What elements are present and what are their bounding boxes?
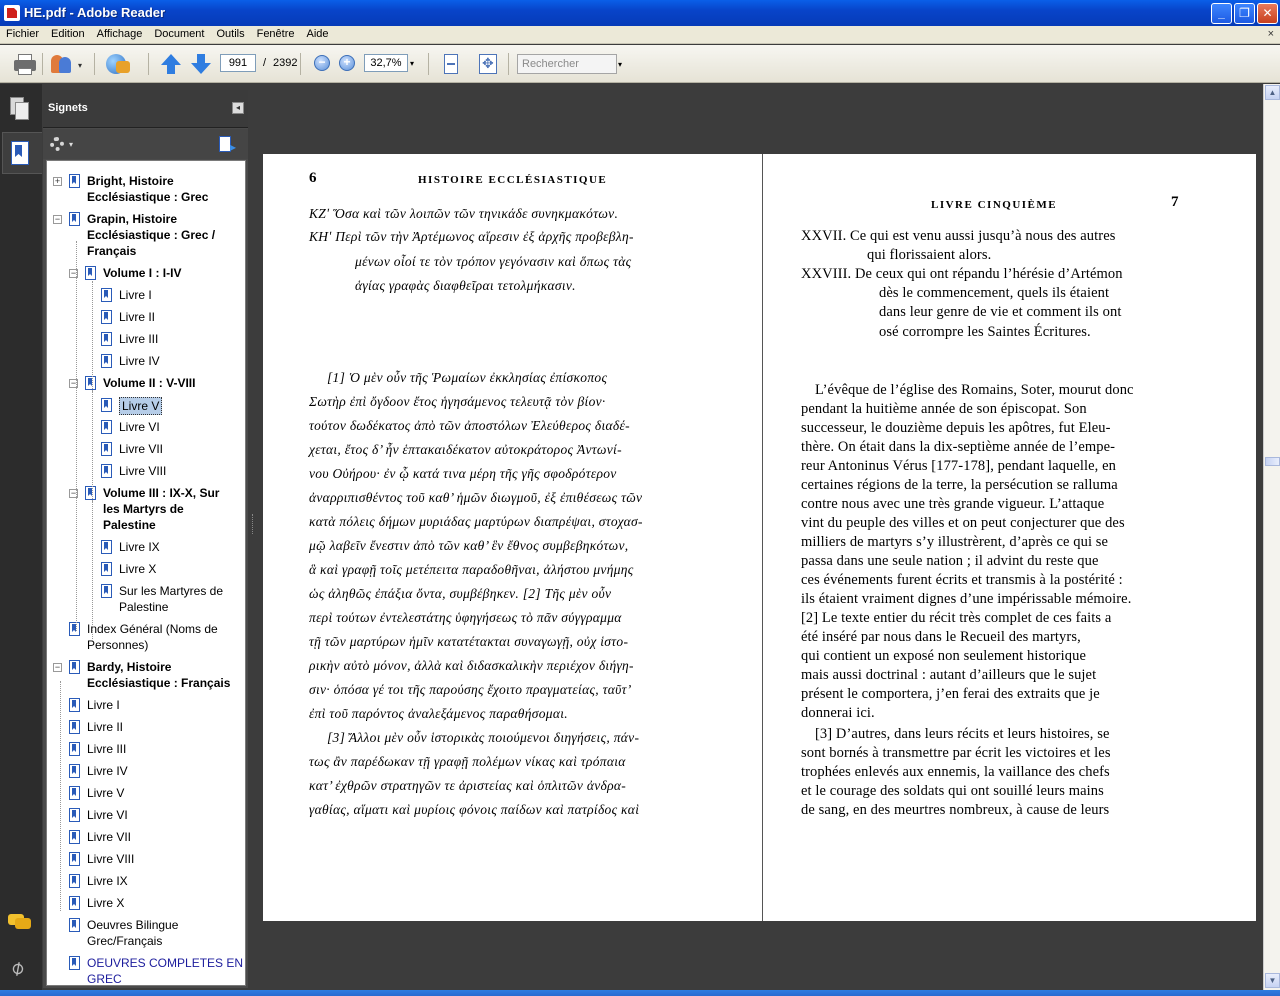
greek-text-line: γαθίας, αἵματι καὶ μυρίοις φόνοις παίδων καὶ πατρίδος καὶ [309, 802, 640, 817]
bookmark-item[interactable]: Livre IX [119, 540, 160, 554]
french-text-line: sont bornés à transmettre par écrit les victoires et les [801, 745, 1111, 761]
panel-header [43, 90, 248, 128]
french-text-line: XXVIII. De ceux qui ont répandu l’hérésie d’Artémon [801, 266, 1123, 282]
running-head: HISTOIRE ECCLÉSIASTIQUE [418, 174, 608, 186]
french-text-line: vint du peuple des villes et on peut conjecturer que des [801, 515, 1125, 531]
french-text-line: contre nous avec une très grande vigueur. L’attaque [801, 496, 1105, 512]
pages-panel-button[interactable] [10, 97, 30, 121]
bookmark-icon [69, 874, 80, 888]
greek-text-line: ρικὴν αὐτὸ μόνον, ἀλλὰ καὶ διδασκαλικὴν περιέχον διήγη- [309, 658, 634, 673]
bookmark-item[interactable]: Livre II [119, 310, 156, 324]
collapse-icon[interactable]: − [70, 378, 77, 388]
bookmark-item[interactable]: OEUVRES COMPLETES EN [87, 956, 244, 970]
greek-text-line: νου Οὐήρου· ἐν ᾧ κατά τινα μέρη τῆς γῆς σφοδρότερον [309, 466, 617, 481]
menu-fichier[interactable]: Fichier [6, 28, 40, 40]
bookmark-icon [69, 742, 80, 756]
collapse-icon[interactable]: − [54, 662, 61, 672]
greek-text-line: περὶ τούτων ἐντελεστάτης ὑφηγήσεως τὸ πᾶν σύγγραμμα [309, 610, 622, 625]
bookmarks-panel-button[interactable] [2, 132, 42, 174]
expand-icon[interactable]: + [54, 176, 61, 186]
minimize-button[interactable]: _ [1211, 3, 1232, 24]
bookmark-icon [69, 830, 80, 844]
bookmark-icon [69, 918, 80, 932]
bookmark-icon [101, 562, 112, 576]
bookmark-item[interactable]: Ecclésiastique : Grec / [87, 228, 216, 242]
bookmark-item[interactable]: les Martyrs de [103, 502, 184, 516]
scroll-thumb[interactable] [1265, 457, 1280, 466]
greek-text-line: ΚΗʹ Περὶ τῶν τὴν Ἀρτέμωνος αἵρεσιν ἐξ ἀρχῆς προβεβλη- [309, 229, 634, 244]
menu-bar [0, 26, 1280, 44]
greek-text-line: ἐπὶ τοῦ παρόντος ἀναλεξάμενος παραθήσομαι. [309, 706, 568, 721]
bookmark-item[interactable]: Bright, Histoire [87, 174, 174, 188]
bookmark-item[interactable]: Livre I [87, 698, 120, 712]
scroll-up-icon[interactable]: ▲ [1265, 85, 1280, 100]
menu-affichage[interactable]: Affichage [96, 28, 143, 40]
french-text-line: certaines régions de la terre, la persécution se ralluma [801, 477, 1118, 493]
greek-text-line: ἁγίας γραφὰς διαφθεῖραι τετολμήκασιν. [355, 278, 576, 293]
document-close-icon[interactable]: × [1267, 28, 1274, 40]
bookmark-item[interactable]: Livre VIII [87, 852, 135, 866]
collapse-panel-button[interactable]: ◂ [232, 102, 244, 114]
french-text-line: dès le commencement, quels ils étaient [879, 285, 1110, 301]
zoom-dropdown-icon[interactable]: ▾ [410, 59, 415, 68]
greek-text-line: μῷ λαβεῖν ἔνεστιν ἀπὸ τῶν καθ’ ἓν ἔθνος συμβεβηκότων, [309, 538, 629, 553]
greek-text-line: τῇ τῶν μαρτύρων ἡμῖν κατατέτακται συναγωγῇ, οὐχ ἱστο- [309, 634, 629, 649]
toolbar-separator [42, 53, 43, 75]
toolbar [0, 45, 1280, 83]
bookmark-icon [69, 174, 80, 188]
chevron-down-icon[interactable]: ▾ [69, 140, 74, 149]
zoom-out-button[interactable]: − [314, 55, 330, 71]
previous-page-button[interactable] [160, 53, 182, 75]
bookmark-item[interactable]: Livre V [87, 786, 125, 800]
document-view [257, 84, 1263, 990]
greek-text-line: τούτον δωδέκατος ἀπὸ τῶν ἀποστόλων Ἐλεύθερος διαδέ- [309, 418, 630, 433]
pdf-app-icon [4, 5, 20, 21]
running-head: LIVRE CINQUIÈME [931, 199, 1058, 211]
toolbar-separator [148, 53, 149, 75]
bookmark-item[interactable]: Livre II [87, 720, 124, 734]
options-button[interactable] [48, 135, 66, 153]
bookmark-item[interactable]: Volume II : V-VIII [103, 376, 196, 390]
page-total: 2392 [273, 57, 298, 69]
collapse-icon[interactable]: − [70, 268, 77, 278]
panel-toolbar [43, 129, 248, 159]
bookmark-icon [101, 420, 112, 434]
bookmark-icon [101, 442, 112, 456]
bookmark-icon [101, 288, 112, 302]
bookmark-item[interactable]: Livre VII [87, 830, 132, 844]
tree-connector [92, 391, 93, 511]
french-text-line: ces événements furent écrits et transmis à la postérité : [801, 572, 1123, 588]
bookmark-icon [69, 622, 80, 636]
bookmark-item[interactable]: Oeuvres Bilingue [87, 918, 179, 932]
paperclip-icon: ⌀ [6, 955, 29, 981]
search-dropdown-icon[interactable]: ▾ [618, 60, 623, 69]
bookmark-icon [85, 266, 96, 280]
greek-text-line: ἀναρριπισθέντος τοῦ καθ’ ἡμῶν διωγμοῦ, ἐξ ἐπιθέσεως τῶν [309, 490, 643, 505]
bookmark-item[interactable]: Livre III [87, 742, 127, 756]
status-bar [0, 990, 1280, 996]
french-text-line: XXVII. Ce qui est venu aussi jusqu’à nous des autres [801, 228, 1116, 244]
bookmark-icon [69, 786, 80, 800]
bookmark-item[interactable]: Français [87, 244, 137, 258]
page-number: 6 [309, 170, 317, 186]
french-text-line: [3] D’autres, dans leurs récits et leurs histoires, se [815, 726, 1110, 742]
new-bookmark-button[interactable]: ▸ [219, 134, 239, 154]
full-screen-button[interactable] [476, 52, 500, 76]
bookmark-item[interactable]: Livre VIII [119, 464, 167, 478]
greek-text-line: [1] Ὁ μὲν οὖν τῆς Ῥωμαίων ἐκκλησίας ἐπίσκοπος [327, 370, 608, 385]
menu-outils[interactable]: Outils [216, 28, 245, 40]
french-text-line: donnerai ici. [801, 705, 875, 721]
french-text-line: ils étaient vraiment dignes d’une impérissable mémoire. [801, 591, 1132, 607]
collaborate-button[interactable] [48, 51, 74, 77]
greek-text-line: μένων οἷοί τε τὸν τρόπον γεγόνασιν καὶ ὅπως τὰς [355, 254, 632, 269]
bookmarks-icon [11, 141, 29, 165]
fit-width-icon [479, 54, 497, 74]
bookmark-item[interactable]: Livre VI [87, 808, 128, 822]
navigation-strip [0, 84, 42, 996]
toolbar-separator [94, 53, 95, 75]
collapse-icon[interactable]: − [70, 488, 77, 498]
bookmark-item[interactable]: Livre IV [87, 764, 128, 778]
bookmark-item[interactable]: Livre X [119, 562, 157, 576]
french-text-line: qui florissaient alors. [867, 247, 992, 263]
greek-text-line: κατ’ ἐχθρῶν στρατηγῶν τε ἀριστείας καὶ ὁπλιτῶν ἀνδρα- [309, 778, 627, 793]
french-text-line: de sang, en des meurtres nombreux, à cause de leurs [801, 802, 1110, 818]
french-text-line: osé corrompre les Saintes Écritures. [879, 324, 1091, 340]
french-text-line: L’évêque de l’église des Romains, Soter, mourut donc [815, 382, 1134, 398]
bookmark-icon [69, 212, 80, 226]
menu-aide[interactable]: Aide [306, 28, 329, 40]
french-text-line: présent le comportera, j’en ferai des extraits que je [801, 686, 1100, 702]
pdf-page-left [263, 154, 762, 921]
bookmark-icon [69, 808, 80, 822]
tree-connector [92, 281, 93, 401]
page-number-input[interactable]: 991 [220, 54, 256, 72]
menu-fenetre[interactable]: Fenêtre [256, 28, 295, 40]
bookmark-icon [101, 540, 112, 554]
french-text-line: successeur, le douzième depuis les apôtres, fut Eleu- [801, 420, 1111, 436]
bookmark-icon [69, 764, 80, 778]
pdf-page-right [762, 154, 1256, 921]
bookmark-icon [101, 398, 112, 412]
bookmark-item[interactable]: Volume I : I-IV [103, 266, 182, 280]
bookmark-item[interactable]: GREC [87, 972, 122, 986]
french-text-line: mais aussi doctrinal : autant d’ailleurs que le sujet [801, 667, 1097, 683]
page-number: 7 [1171, 194, 1179, 210]
bookmark-icon [69, 698, 80, 712]
bookmark-item[interactable]: Sur les Martyres de [119, 584, 224, 598]
french-text-line: [2] Le texte entier du récit très complet de ces faits a [801, 610, 1112, 626]
panel-splitter[interactable] [249, 84, 257, 996]
bookmark-item[interactable]: Livre VII [119, 442, 164, 456]
restore-button[interactable]: ❐ [1234, 3, 1255, 24]
fit-page-button[interactable] [440, 52, 462, 76]
bookmark-item[interactable]: Livre IX [87, 874, 128, 888]
fit-page-icon [444, 54, 458, 74]
bookmark-item[interactable]: Ecclésiastique : Français [87, 676, 231, 690]
menu-document[interactable]: Document [154, 28, 205, 40]
tree-connector [76, 241, 77, 631]
greek-text-line: σιν· ὁπόσα γέ τοι τῆς παρούσης ἔχοιτο πραγματείας, ταῦτ’ [309, 682, 632, 697]
bookmark-icon [85, 376, 96, 390]
french-text-line: passa dans une seule nation ; il advint du reste que [801, 553, 1099, 569]
toolbar-separator [428, 53, 429, 75]
bookmark-icon [101, 584, 112, 598]
bookmark-item[interactable]: Volume III : IX-X, Sur [103, 486, 220, 500]
next-page-button[interactable] [190, 53, 212, 75]
print-button[interactable] [12, 51, 38, 77]
close-button[interactable]: ✕ [1257, 3, 1278, 24]
greek-text-line: ἃ καὶ γραφῇ τοῖς μετέπειτα παραδοθῆναι, ἀλήστου μνήμης [309, 562, 634, 577]
search-input[interactable]: Rechercher [517, 54, 617, 74]
secure-button[interactable] [104, 51, 130, 77]
title-bar [0, 0, 1280, 26]
arrow-up-icon [161, 54, 181, 74]
bookmark-icon [69, 896, 80, 910]
bookmark-item[interactable]: Palestine [119, 600, 169, 614]
greek-text-line: τως ἂν παρέδωκαν τῇ γραφῇ πολέμων νίκας καὶ τρόπαια [309, 754, 626, 769]
bookmark-item[interactable]: Livre X [87, 896, 125, 910]
bookmark-item[interactable]: Livre III [119, 332, 159, 346]
bookmark-item[interactable]: Index Général (Noms de [87, 622, 218, 636]
comments-panel-button[interactable] [8, 912, 32, 932]
greek-text-line: Σωτὴρ ἐπὶ ὄγδοον ἔτος ἡγησάμενος τελευτᾷ τὸν βίον· [309, 394, 606, 409]
bookmark-item[interactable]: Ecclésiastique : Grec [87, 190, 209, 204]
bookmark-item[interactable]: Personnes) [87, 638, 149, 652]
bookmark-icon [85, 486, 96, 500]
collapse-icon[interactable]: − [54, 214, 61, 224]
french-text-line: milliers de martyrs s’y illustrèrent, d’après ce qui se [801, 534, 1109, 550]
french-text-line: qui contient un exposé non seulement historique [801, 648, 1086, 664]
bookmark-tree [46, 160, 246, 986]
french-text-line: trophées enlevés aux ennemis, la vaillance des chefs [801, 764, 1110, 780]
french-text-line: dans leur genre de vie et comment ils ont [879, 304, 1122, 320]
bookmark-item[interactable]: Palestine [103, 518, 156, 532]
greek-text-line: κατὰ πόλεις δήμων μυριάδας μαρτύρων διαπρέψαι, στοχασ- [309, 514, 643, 529]
bookmark-icon [101, 332, 112, 346]
tree-connector [92, 501, 93, 641]
greek-text-line: [3] Ἄλλοι μὲν οὖν ἱστορικὰς ποιούμενοι διηγήσεις, πάν- [327, 730, 640, 745]
page-separator: / [263, 57, 267, 69]
scroll-down-icon[interactable]: ▼ [1265, 973, 1280, 988]
bookmark-icon [69, 720, 80, 734]
arrow-down-icon [191, 54, 211, 74]
zoom-input[interactable]: 32,7% [364, 54, 408, 72]
toolbar-separator [300, 53, 301, 75]
greek-text-line: ΚΖʹ Ὅσα καὶ τῶν λοιπῶν τῶν τηνικάδε συνηκμακότων. [309, 206, 619, 221]
french-text-line: pendant la huitième année de son épiscopat. Son [801, 401, 1087, 417]
bookmark-icon [69, 852, 80, 866]
bookmark-icon [69, 956, 80, 970]
tree-connector [60, 681, 61, 911]
greek-text-line: χεται, ἔτος δ’ ἦν ἑπτακαιδέκατον αὐτοκράτορος Ἀντωνί- [309, 442, 622, 457]
bookmark-item[interactable]: Bardy, Histoire [87, 660, 172, 674]
bookmark-icon [69, 660, 80, 674]
bookmark-item[interactable]: Grec/Français [87, 934, 163, 948]
chevron-down-icon[interactable]: ▾ [78, 61, 83, 70]
bookmark-item[interactable]: Livre V [119, 397, 162, 415]
greek-text-line: ὡς ἀληθῶς ἐπάξια ὄντα, συμβέβηκεν. [2] Τῆς μὲν οὖν [309, 586, 612, 601]
bookmark-item[interactable]: Livre IV [119, 354, 160, 368]
bookmarks-panel [43, 90, 248, 988]
bookmark-icon [101, 310, 112, 324]
french-text-line: et le courage des soldats qui ont souillé leurs mains [801, 783, 1104, 799]
window-title: HE.pdf - Adobe Reader [24, 5, 166, 20]
bookmark-item[interactable]: Grapin, Histoire [87, 212, 178, 226]
french-text-line: thère. On était dans la dix-septième année de l’empe- [801, 439, 1116, 455]
gear-icon [50, 137, 64, 151]
french-text-line: reur Antoninus Vérus [177-178], pendant laquelle, en [801, 458, 1116, 474]
french-text-line: été inséré par nous dans le Recueil des martyrs, [801, 629, 1081, 645]
vertical-scrollbar[interactable] [1263, 84, 1280, 990]
toolbar-separator [508, 53, 509, 75]
panel-title: Signets [48, 102, 88, 114]
bookmark-item[interactable]: Livre I [119, 288, 152, 302]
bookmark-icon [101, 354, 112, 368]
bookmark-item[interactable]: Livre VI [119, 420, 160, 434]
bookmark-icon [101, 464, 112, 478]
menu-edition[interactable]: Edition [51, 28, 85, 40]
zoom-in-button[interactable]: + [339, 55, 355, 71]
